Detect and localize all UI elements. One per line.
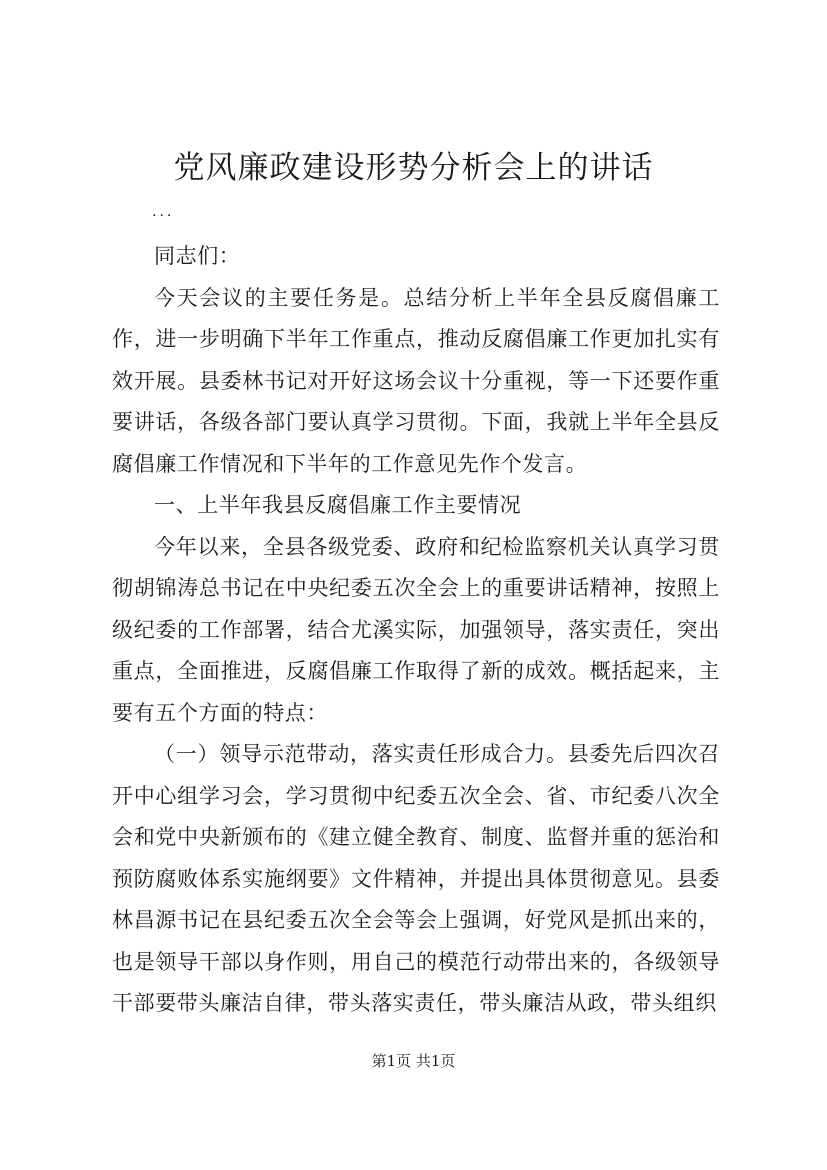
page-footer: 第1页 共1页 xyxy=(371,1052,456,1070)
paragraph-overview: 今年以来，全县各级党委、政府和纪检监察机关认真学习贯彻胡锦涛总书记在中央纪委五次全会上的重要讲话精神，按照上级纪委的工作部署，结合尤溪实际，加强领导，落实责任，突出重点，全面推进，反腐倡廉工作取得了新的成效。概括起来，主要有五个方面的特点： xyxy=(112,534,720,725)
paragraph-point-1: （一）领导示范带动，落实责任形成合力。县委先后四次召开中心组学习会，学习贯彻中纪委五次全会、省、市纪委八次全会和党中央新颁布的《建立健全教育、制度、监督并重的惩治和预防腐败体系实施纲要》文件精神，并提出具体贯彻意见。县委林昌源书记在县纪委五次全会等会上强调，好党风是抓出来的，也是领导干部以身作则，用自己的模范行动带出来的，各级领导干部要带头廉洁自律，带头落实责任，带头廉洁从政，带头组织 xyxy=(112,742,720,1015)
document-body xyxy=(112,236,720,1025)
document-title: 党风廉政建设形势分析会上的讲话 xyxy=(173,150,654,186)
paragraph-salutation: 同志们： xyxy=(154,244,241,268)
paragraph-intro: 今天会议的主要任务是。总结分析上半年全县反腐倡廉工作，进一步明确下半年工作重点，推动反腐倡廉工作更加扎实有效开展。县委林书记对开好这场会议十分重视，等一下还要作重要讲话，各级各部门要认真学习贯彻。下面，我就上半年全县反腐倡廉工作情况和下半年的工作意见先作个发言。 xyxy=(112,285,720,476)
ellipsis-text: ... xyxy=(152,204,175,220)
section-heading-1: 一、上半年我县反腐倡廉工作主要情况 xyxy=(154,493,522,517)
